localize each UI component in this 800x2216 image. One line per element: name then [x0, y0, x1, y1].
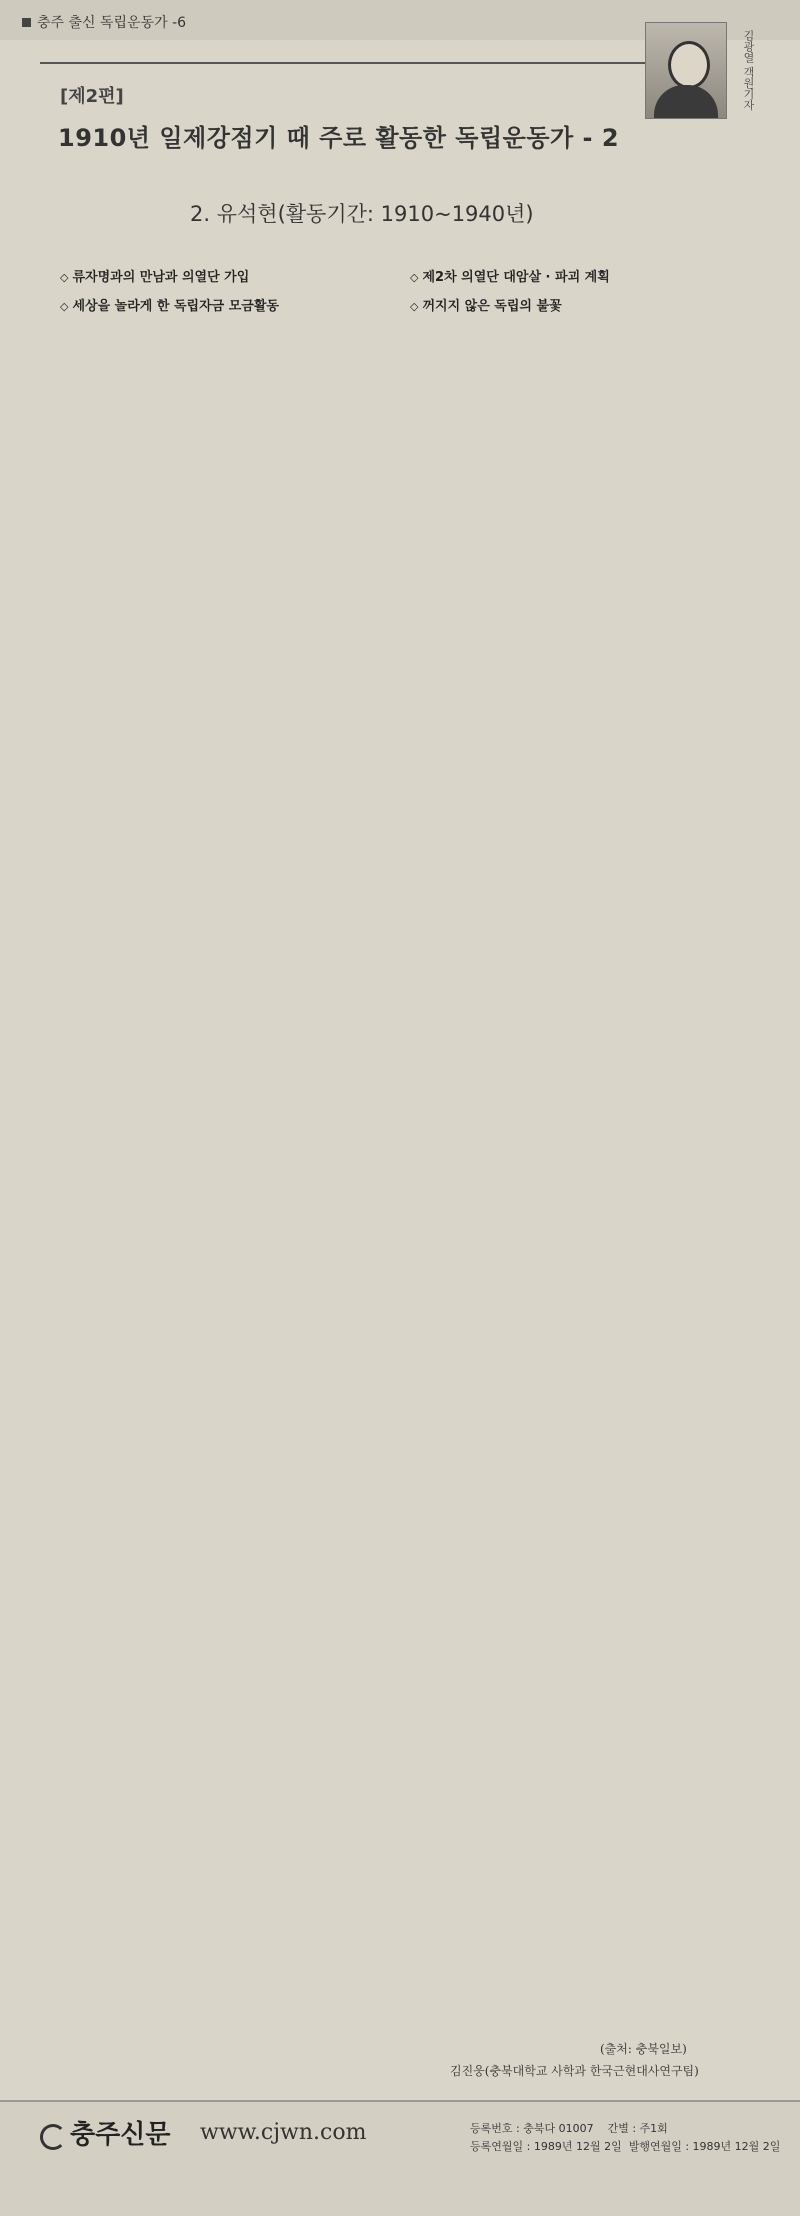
article-source: (출처: 충북일보)	[600, 2042, 687, 2056]
square-bullet-icon	[22, 18, 31, 27]
main-title: 1910년 일제강점기 때 주로 활동한 독립운동가 - 2	[58, 124, 620, 152]
registration-info	[470, 2120, 780, 2156]
series-label-text: 충주 출신 독립운동가 -6	[37, 15, 187, 31]
reporter-shoulders	[654, 85, 718, 118]
issue-cycle: 간별 : 주1회	[607, 2122, 668, 2135]
diamond-icon: ◇	[410, 271, 419, 284]
reporter-name: 김광열 객원기자	[742, 30, 755, 111]
newspaper-logo: 충주신문	[70, 2120, 171, 2150]
section-heading-text: 제2차 의열단 대암살 · 파괴 계획	[422, 270, 610, 285]
part-label: [제2편]	[60, 86, 124, 107]
section-heading	[60, 297, 385, 316]
logo-c-icon	[40, 2124, 66, 2150]
section-heading	[60, 268, 385, 287]
article-subtitle: 2. 유석현(활동기간: 1910~1940년)	[190, 202, 534, 226]
website-url: www.cjwn.com	[200, 2120, 367, 2145]
section-heading-text: 류자명과의 만남과 의열단 가입	[72, 270, 250, 285]
diamond-icon: ◇	[410, 300, 419, 313]
right-column	[410, 258, 745, 2088]
reg-number: 등록번호 : 충북다 01007 간별 : 주1회	[470, 2122, 668, 2135]
diamond-icon: ◇	[60, 271, 69, 284]
section-heading-text: 세상을 놀라게 한 독립자금 모금활동	[72, 299, 279, 314]
diamond-icon: ◇	[60, 300, 69, 313]
reporter-head	[668, 41, 710, 89]
series-label	[22, 12, 186, 32]
section-heading	[410, 297, 745, 316]
article-author: 김진웅(충북대학교 사학과 한국근현대사연구팀)	[450, 2064, 699, 2078]
publish-date: 발행연월일 : 1989년 12월 2일	[628, 2140, 781, 2153]
section-heading-text: 꺼지지 않은 독립의 불꽃	[422, 299, 562, 314]
top-rule	[40, 62, 650, 64]
section-heading	[410, 268, 745, 287]
left-column	[60, 258, 385, 2088]
reporter-photo	[645, 22, 727, 119]
reg-dates: 등록연월일 : 1989년 12월 2일 발행연월일 : 1989년 12월 2일	[470, 2140, 781, 2153]
footer	[0, 2100, 800, 2216]
